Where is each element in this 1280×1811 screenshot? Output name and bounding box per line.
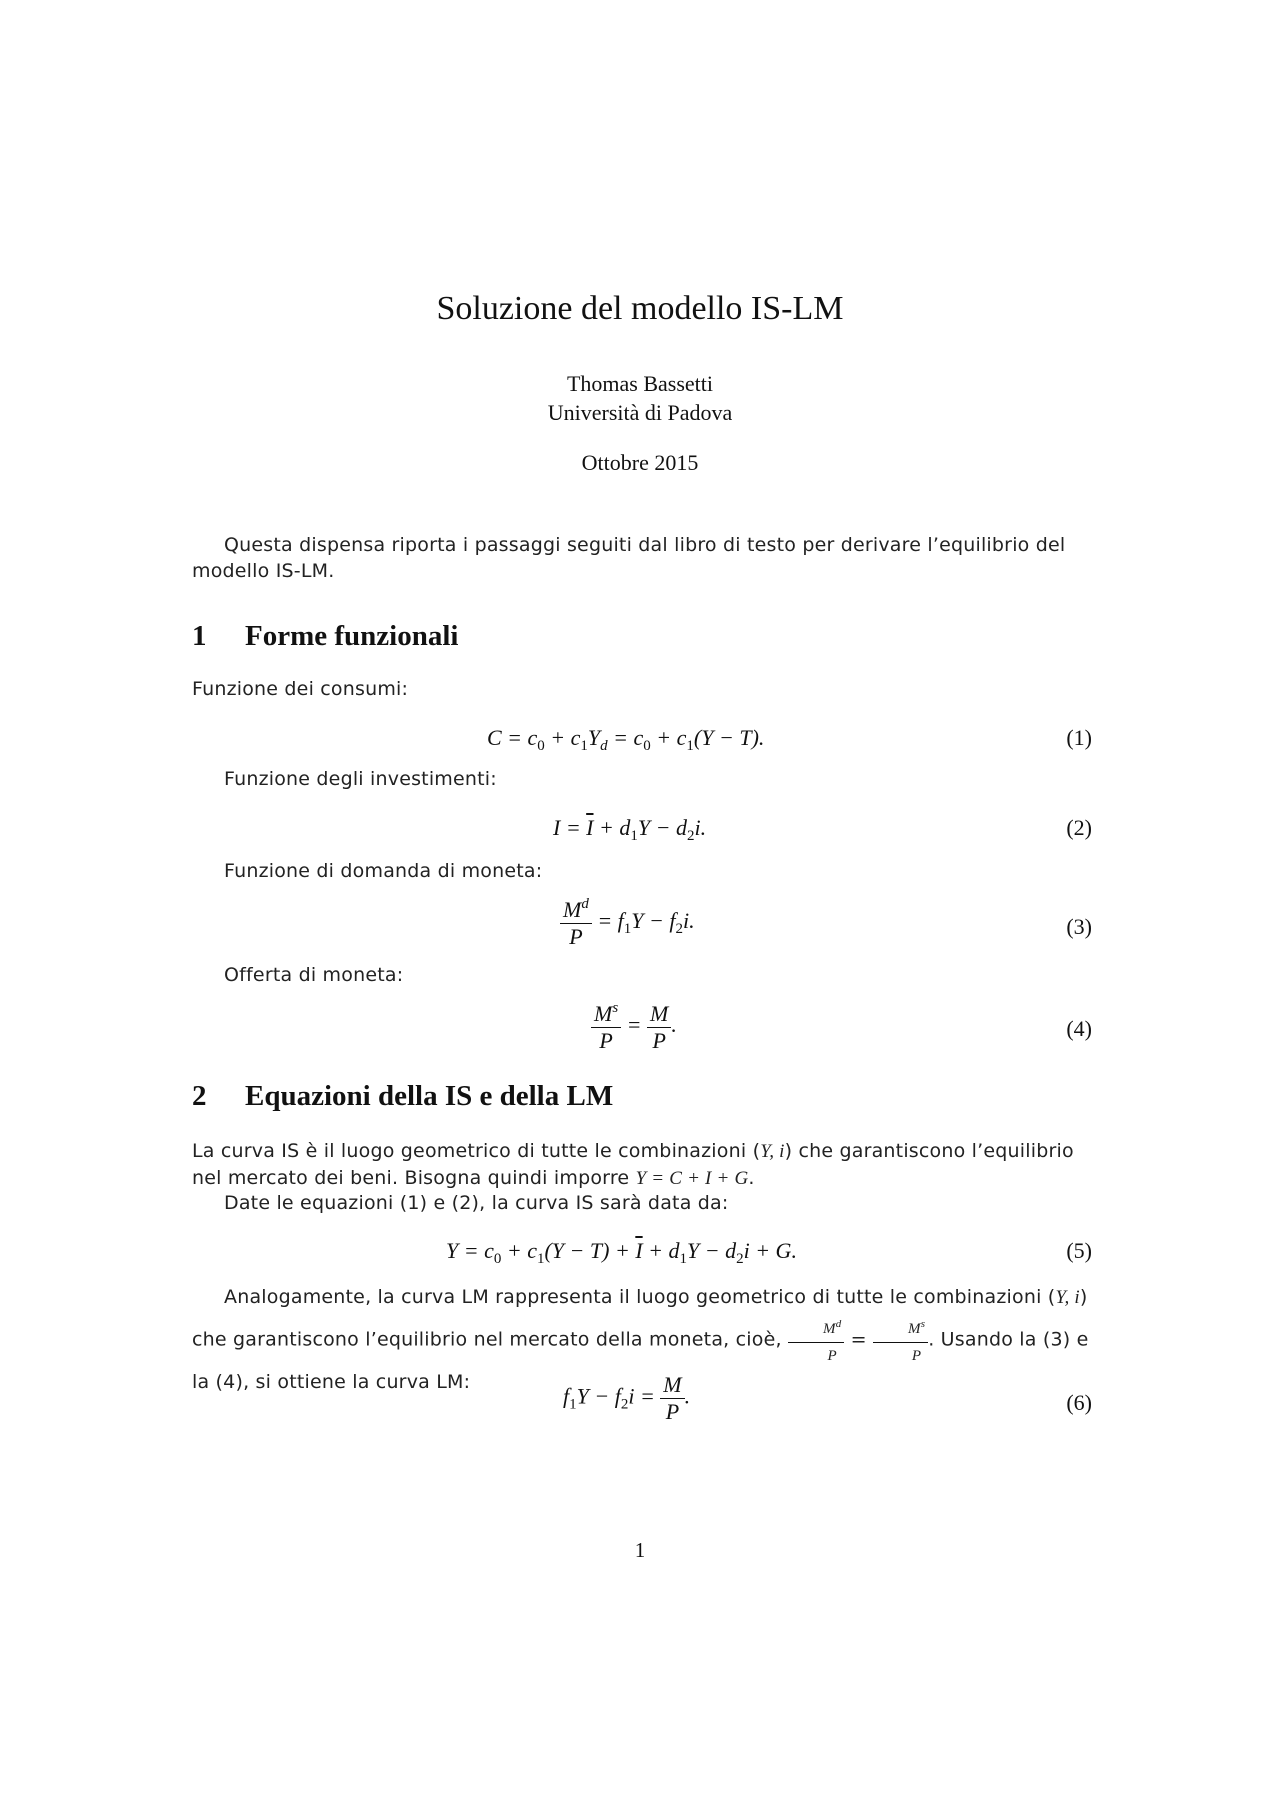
section-number: 1 — [192, 620, 207, 652]
equation-number-4: (4) — [1066, 1016, 1092, 1041]
section-title: Equazioni della IS e della LM — [245, 1080, 614, 1112]
text-run: Analogamente, la curva LM rappresenta il luogo geometrico di tutte le combinazioni ( — [224, 1286, 1056, 1308]
consumi-label: Funzione dei consumi: — [192, 678, 409, 700]
page-number: 1 — [634, 1538, 646, 1562]
abstract: Questa dispensa riporta i passaggi seguiti dal libro di testo per derivare l’equilibrio del modello IS-LM. — [192, 534, 1066, 582]
paper-title: Soluzione del modello IS-LM — [436, 290, 844, 327]
equation-number-1: (1) — [1066, 725, 1092, 750]
investimenti-label: Funzione degli investimenti: — [224, 768, 497, 790]
equation-number-5: (5) — [1066, 1238, 1092, 1263]
text-run: ) che garantiscono l’equilibrio nel mercato della moneta, cioè, — [192, 1286, 1088, 1351]
section-2-heading — [192, 1080, 613, 1113]
equation-number-3: (3) — [1066, 914, 1092, 939]
section-number: 2 — [192, 1080, 207, 1112]
equation-number-6: (6) — [1066, 1390, 1092, 1415]
section-title: Forme funzionali — [245, 620, 459, 652]
section-2-paragraph-2: Date le equazioni (1) e (2), la curva IS sarà data da: — [224, 1192, 729, 1214]
text-run: ) che garantiscono l’equilibrio nel mercato dei beni. Bisogna quindi imporre — [192, 1140, 1074, 1189]
text-run: . Usando la (3) e la (4), si ottiene la curva LM: — [192, 1328, 1089, 1393]
equation-3: $\frac{M^d}{P}$ = $f_1Y - f_2i$. — [560, 896, 695, 950]
equation-5: $Y = c_0 + c_1(Y - T) + \overline{I} + d_1Y - d_2i + G$. — [446, 1238, 797, 1267]
equation-4: $\frac{M^s}{P}$ = $\frac{M}{P}$ . — [591, 1000, 677, 1054]
equation-number-2: (2) — [1066, 815, 1092, 840]
publication-date: Ottobre 2015 — [581, 450, 699, 475]
section-2-paragraph-1: La curva IS è il luogo geometrico di tutte le combinazioni (Y, i) che garantiscono l’equilibrio nel mercato dei beni. Bisogna quindi imporre Y = C + I + G. — [192, 1140, 1074, 1189]
section-2-paragraph-3: Analogamente, la curva LM rappresenta il luogo geometrico di tutte le combinazioni (Y, i) che garantiscono l’equilibrio nel mercato della moneta, cioè, $\frac{M^d}{P}$ = $\frac{M^s}{P}$ . Usando la (3) e la (4), si ottiene la curva LM: — [192, 1286, 1089, 1393]
equation-1: $C = c_0 + c_1Y_d = c_0 + c_1(Y - T)$. — [487, 725, 765, 754]
section-1-heading — [192, 620, 458, 653]
text-run: La curva IS è il luogo geometrico di tutte le combinazioni ( — [192, 1140, 761, 1162]
domanda-moneta-label: Funzione di domanda di moneta: — [224, 860, 543, 882]
equation-6: $f_1Y - f_2i$ = $\frac{M}{P}$ . — [563, 1372, 691, 1424]
offerta-moneta-label: Offerta di moneta: — [224, 964, 404, 986]
equation-2: $I = \overline{I} + d_1Y - d_2i$. — [553, 815, 707, 844]
author-name: Thomas Bassetti — [566, 371, 714, 396]
author-affiliation: Università di Padova — [547, 400, 733, 425]
